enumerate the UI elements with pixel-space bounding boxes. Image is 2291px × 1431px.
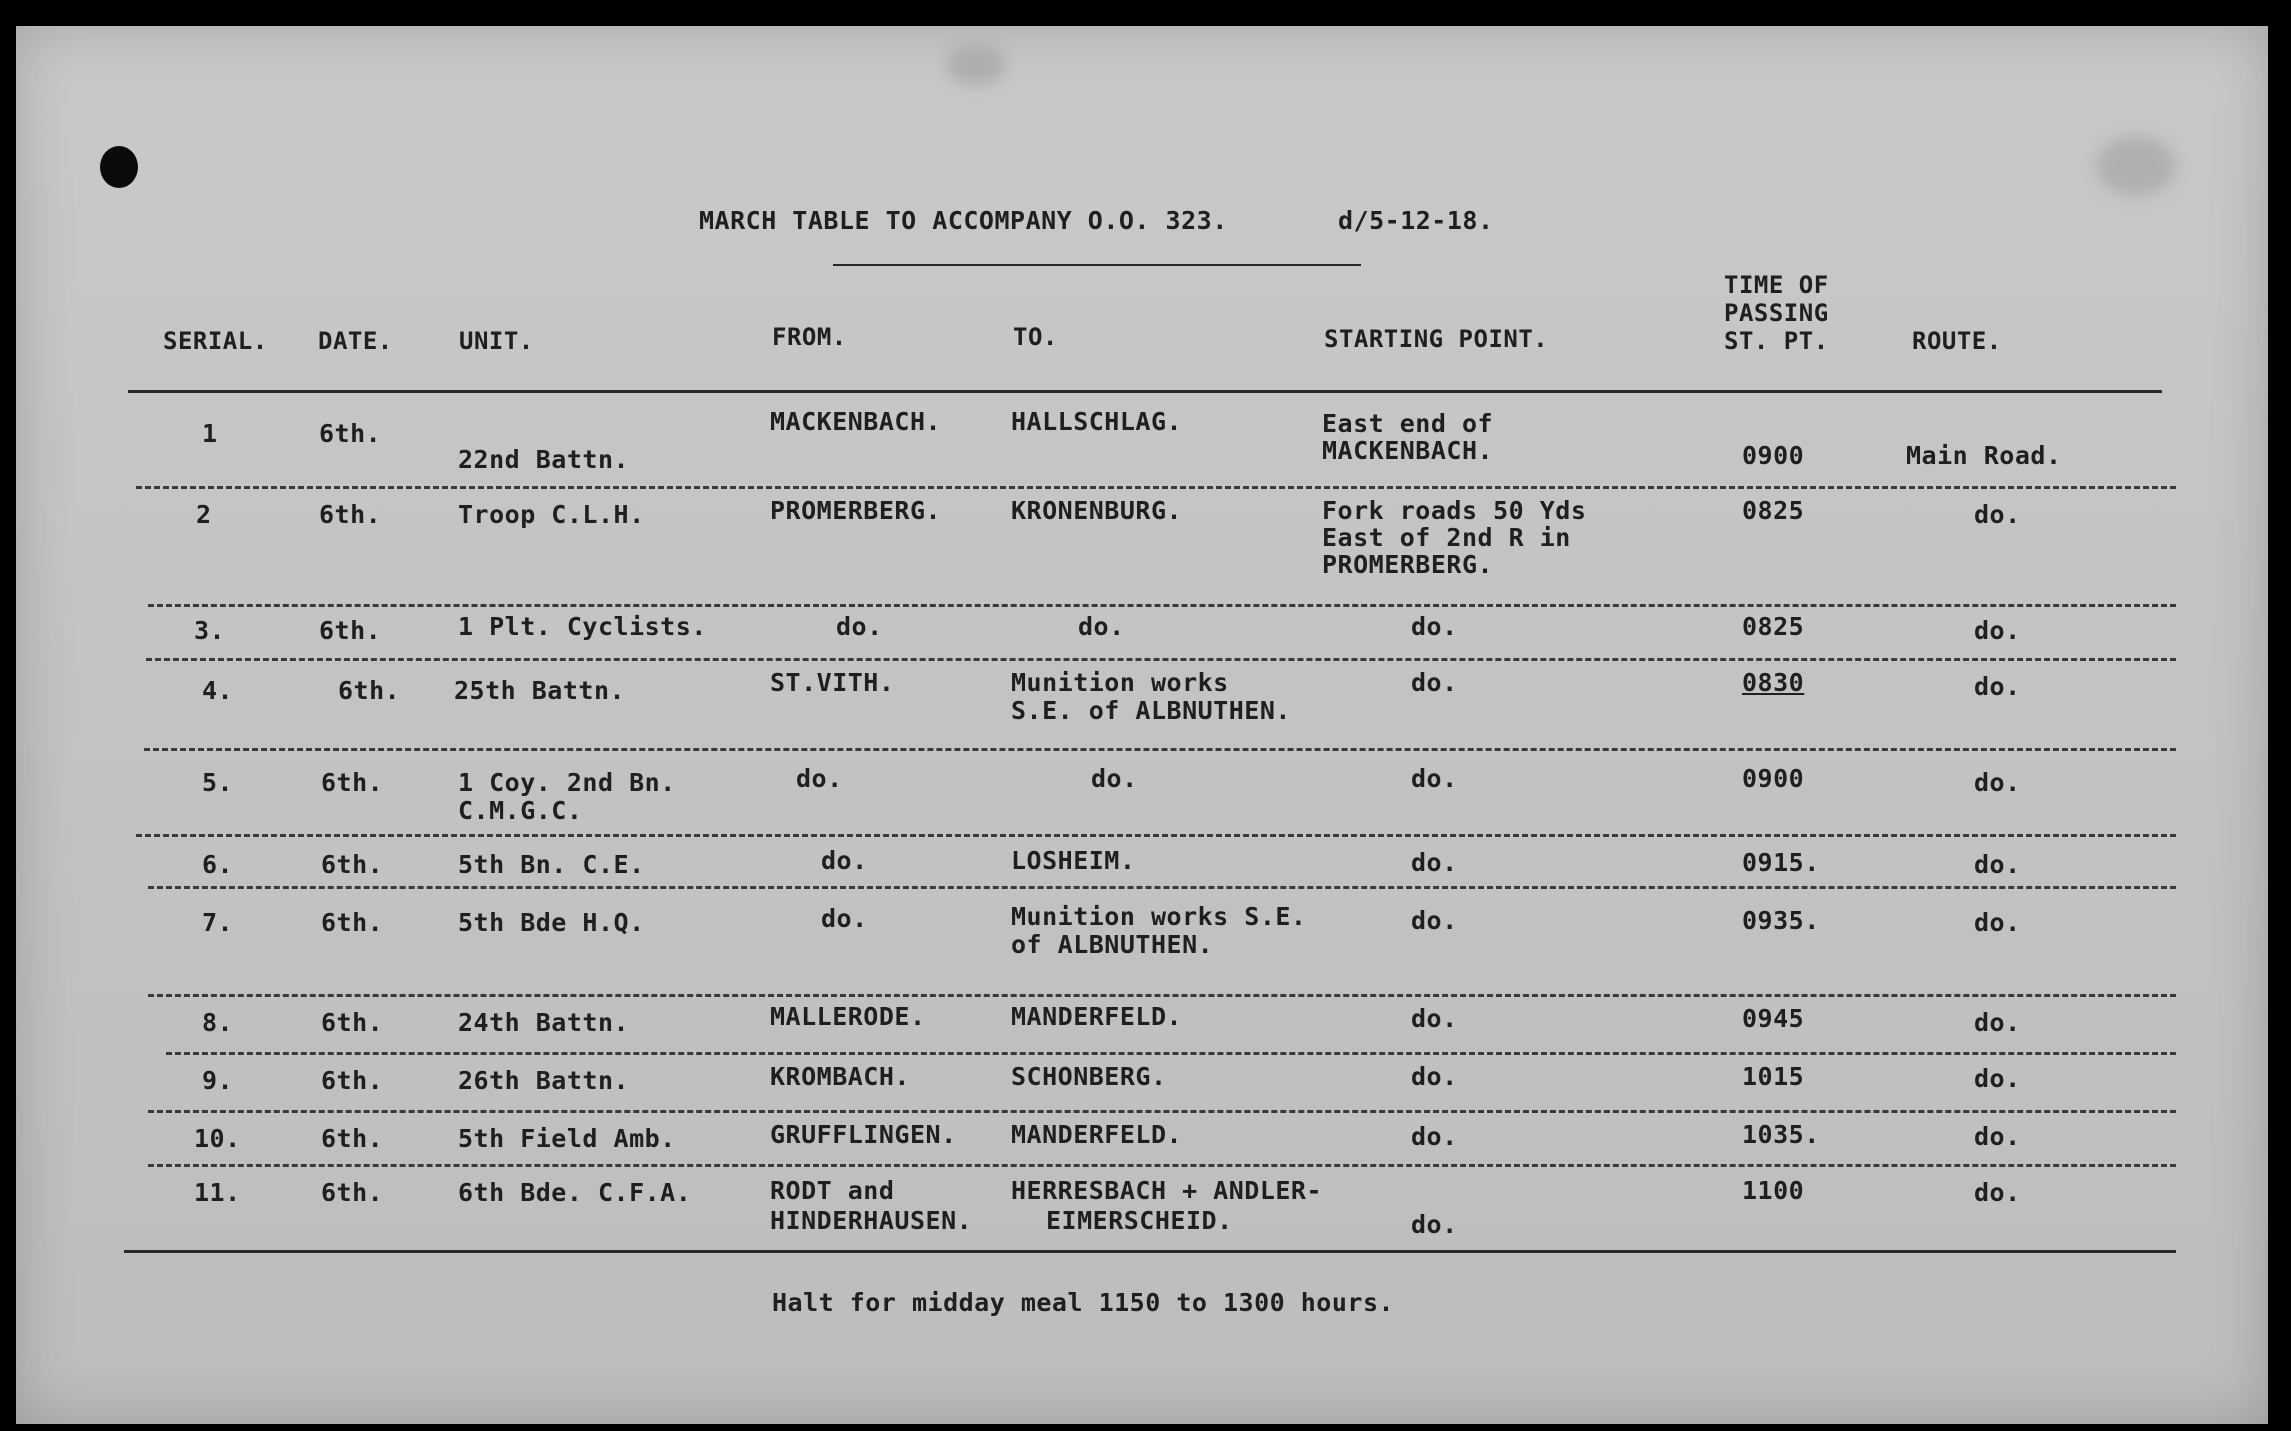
stain [946, 46, 1006, 86]
cell-from: do. [821, 846, 868, 875]
cell-date: 6th. [321, 1008, 384, 1037]
cell-from: KROMBACH. [770, 1062, 910, 1091]
cell-time: 0915. [1742, 848, 1820, 877]
cell-unit: 5th Field Amb. [458, 1124, 676, 1153]
punch-hole [100, 146, 138, 188]
document-date-reference: d/5-12-18. [1338, 206, 1494, 235]
cell-from: PROMERBERG. [770, 496, 942, 525]
cell-serial: 5. [202, 768, 234, 797]
cell-from: MACKENBACH. [770, 407, 942, 436]
cell-unit: 6th Bde. C.F.A. [458, 1178, 692, 1207]
stain [2096, 136, 2176, 196]
cell-to: Munition works S.E. [1011, 902, 1307, 931]
row-divider [148, 1164, 2176, 1167]
cell-from: GRUFFLINGEN. [770, 1120, 957, 1149]
cell-route: do. [1974, 1122, 2021, 1151]
cell-to: S.E. of ALBNUTHEN. [1011, 696, 1291, 725]
cell-serial: 2 [196, 500, 212, 529]
cell-time: 0900 [1742, 764, 1805, 793]
cell-unit: 1 Coy. 2nd Bn. [458, 768, 676, 797]
cell-serial: 9. [202, 1066, 234, 1095]
cell-to: SCHONBERG. [1011, 1062, 1167, 1091]
cell-route: do. [1974, 1008, 2021, 1037]
cell-time: 1035. [1742, 1120, 1820, 1149]
cell-starting-point: do. [1411, 848, 1458, 877]
header-from: FROM. [772, 323, 847, 351]
cell-unit: 5th Bn. C.E. [458, 850, 645, 879]
cell-to: Munition works [1011, 668, 1229, 697]
title-underline [833, 264, 1361, 266]
cell-from: ST.VITH. [770, 668, 895, 697]
cell-unit: 25th Battn. [454, 676, 626, 705]
cell-route: Main Road. [1906, 441, 2062, 470]
cell-to: MANDERFELD. [1011, 1002, 1183, 1031]
row-divider [136, 834, 2176, 837]
row-divider [148, 886, 2176, 889]
cell-serial: 8. [202, 1008, 234, 1037]
cell-starting-point: East end of [1322, 409, 1494, 438]
cell-serial: 1 [202, 419, 218, 448]
cell-to: KRONENBURG. [1011, 496, 1183, 525]
cell-time: 0900 [1742, 441, 1805, 470]
cell-from: do. [796, 764, 843, 793]
row-divider [148, 604, 2176, 607]
cell-starting-point: do. [1411, 906, 1458, 935]
cell-date: 6th. [321, 768, 384, 797]
header-time-line2: PASSING [1724, 299, 1829, 327]
cell-serial: 7. [202, 908, 234, 937]
row-divider [148, 994, 2176, 997]
cell-from: HINDERHAUSEN. [770, 1206, 973, 1235]
cell-serial: 11. [194, 1178, 241, 1207]
cell-unit: 26th Battn. [458, 1066, 630, 1095]
cell-route: do. [1974, 1178, 2021, 1207]
cell-starting-point: do. [1411, 612, 1458, 641]
cell-to: EIMERSCHEID. [1046, 1206, 1233, 1235]
cell-starting-point: Fork roads 50 Yds [1322, 496, 1587, 525]
cell-to: do. [1091, 764, 1138, 793]
cell-date: 6th. [321, 1178, 384, 1207]
cell-to: HERRESBACH + ANDLER- [1011, 1176, 1323, 1205]
cell-route: do. [1974, 672, 2021, 701]
cell-route: do. [1974, 768, 2021, 797]
cell-route: do. [1974, 908, 2021, 937]
header-unit: UNIT. [459, 327, 534, 355]
cell-unit: C.M.G.C. [458, 796, 583, 825]
cell-from: MALLERODE. [770, 1002, 926, 1031]
cell-time: 1100 [1742, 1176, 1805, 1205]
cell-starting-point: East of 2nd R in [1322, 523, 1571, 552]
header-time-line3: ST. PT. [1724, 327, 1829, 355]
cell-date: 6th. [321, 850, 384, 879]
cell-starting-point: do. [1411, 1210, 1458, 1239]
cell-to: HALLSCHLAG. [1011, 407, 1183, 436]
header-starting-point: STARTING POINT. [1324, 325, 1549, 353]
cell-serial: 6. [202, 850, 234, 879]
row-divider [146, 658, 2176, 661]
row-divider [136, 486, 2176, 489]
cell-unit: 5th Bde H.Q. [458, 908, 645, 937]
cell-starting-point: do. [1411, 1062, 1458, 1091]
cell-route: do. [1974, 1064, 2021, 1093]
cell-from: RODT and [770, 1176, 895, 1205]
cell-serial: 10. [194, 1124, 241, 1153]
cell-to: do. [1078, 612, 1125, 641]
row-divider [144, 748, 2176, 751]
cell-starting-point: do. [1411, 1004, 1458, 1033]
cell-time: 0825 [1742, 612, 1805, 641]
cell-to: MANDERFELD. [1011, 1120, 1183, 1149]
cell-route: do. [1974, 616, 2021, 645]
cell-time: 0935. [1742, 906, 1820, 935]
header-route: ROUTE. [1912, 327, 2002, 355]
header-rule [128, 390, 2162, 393]
cell-starting-point: MACKENBACH. [1322, 436, 1494, 465]
cell-starting-point: do. [1411, 668, 1458, 697]
cell-unit: Troop C.L.H. [458, 500, 645, 529]
table-bottom-rule [124, 1250, 2176, 1253]
cell-unit: 24th Battn. [458, 1008, 630, 1037]
cell-date: 6th. [321, 1066, 384, 1095]
document-sheet [16, 26, 2268, 1424]
header-to: TO. [1013, 323, 1058, 351]
document-title: MARCH TABLE TO ACCOMPANY O.O. 323. [699, 206, 1228, 235]
header-time-line1: TIME OF [1724, 271, 1829, 299]
cell-date: 6th. [319, 419, 382, 448]
cell-starting-point: PROMERBERG. [1322, 550, 1494, 579]
footer-note: Halt for midday meal 1150 to 1300 hours. [772, 1288, 1395, 1317]
header-serial: SERIAL. [163, 327, 268, 355]
cell-date: 6th. [338, 676, 401, 705]
cell-to: of ALBNUTHEN. [1011, 930, 1214, 959]
cell-time: 0830 [1742, 668, 1805, 697]
cell-starting-point: do. [1411, 764, 1458, 793]
cell-starting-point: do. [1411, 1122, 1458, 1151]
cell-to: LOSHEIM. [1011, 846, 1136, 875]
header-date: DATE. [318, 327, 393, 355]
cell-time: 0825 [1742, 496, 1805, 525]
cell-route: do. [1974, 850, 2021, 879]
cell-route: do. [1974, 500, 2021, 529]
cell-date: 6th. [321, 1124, 384, 1153]
cell-unit: 22nd Battn. [458, 445, 630, 474]
cell-from: do. [836, 612, 883, 641]
row-divider [166, 1052, 2176, 1055]
row-divider [148, 1110, 2176, 1113]
cell-serial: 4. [202, 676, 234, 705]
cell-date: 6th. [321, 908, 384, 937]
cell-time: 1015 [1742, 1062, 1805, 1091]
cell-time: 0945 [1742, 1004, 1805, 1033]
cell-date: 6th. [319, 500, 382, 529]
cell-from: do. [821, 904, 868, 933]
cell-unit: 1 Plt. Cyclists. [458, 612, 707, 641]
cell-serial: 3. [194, 616, 226, 645]
cell-date: 6th. [319, 616, 382, 645]
